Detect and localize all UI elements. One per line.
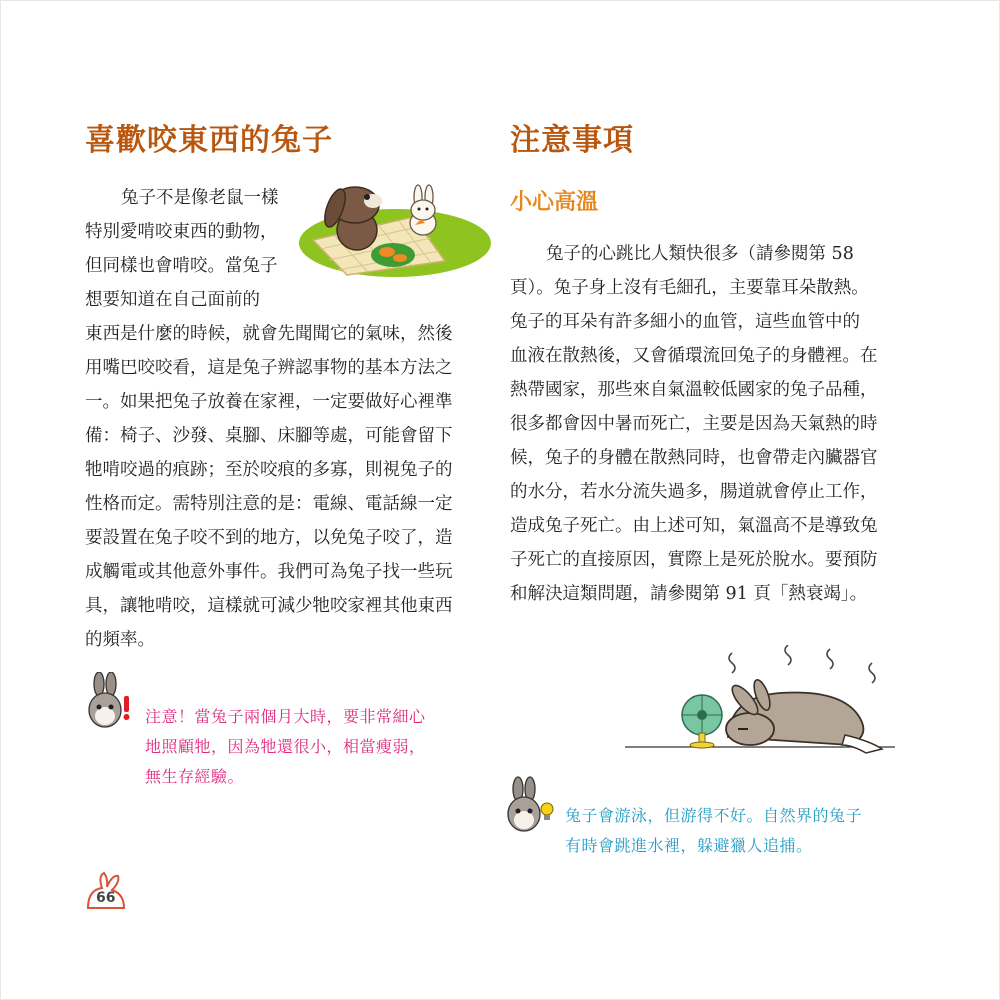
tip-note-blue <box>565 801 905 861</box>
body-line: 但同樣也會啃咬。當兔子 <box>85 256 278 276</box>
body-line: 兔子的耳朵有許多細小的血管，這些血管中的 <box>510 312 860 332</box>
body-line: 成觸電或其他意外事件。我們可為兔子找一些玩 <box>85 562 453 582</box>
body-line: 的水分，若水分流失過多，腸道就會停止工作， <box>510 482 878 502</box>
overheated-rabbit-illustration <box>620 645 900 775</box>
tip-line: 有時會跳進水裡，躲避獵人追捕。 <box>565 836 813 855</box>
body-line: 想要知道在自己面前的 <box>85 290 260 310</box>
body-line: 很多都會因中暑而死亡，主要是因為天氣熱的時 <box>510 414 878 434</box>
tip-line: 注意！當兔子兩個月大時，要非常細心 <box>145 707 426 726</box>
tip-line: 地照顧牠，因為牠還很小，相當瘦弱， <box>145 737 426 756</box>
right-body <box>510 237 895 611</box>
body-line: 兔子的心跳比人類快很多（請參閱第 58 <box>546 244 854 264</box>
body-line: 的頻率。 <box>85 630 155 650</box>
tip-line: 兔子會游泳，但游得不好。自然界的兔子 <box>565 806 863 825</box>
warning-rabbit-icon <box>82 672 138 730</box>
body-line: 性格而定。需特別注意的是：電線、電話線一定 <box>85 494 453 514</box>
lightbulb-rabbit-icon <box>502 776 562 834</box>
body-line: 頁）。兔子身上沒有毛細孔，主要靠耳朵散熱。 <box>510 278 869 298</box>
body-line: 牠啃咬過的痕跡；至於咬痕的多寡，則視兔子的 <box>85 460 453 480</box>
body-line: 備：椅子、沙發、桌腳、床腳等處，可能會留下 <box>85 426 453 446</box>
tip-note-pink <box>145 702 475 792</box>
body-line: 要設置在兔子咬不到的地方，以免兔子咬了，造 <box>85 528 453 548</box>
page-number <box>82 870 132 915</box>
right-column <box>510 115 895 611</box>
body-line: 用嘴巴咬咬看，這是兔子辨認事物的基本方法之 <box>85 358 453 378</box>
picnic-rabbits-illustration <box>295 175 495 280</box>
body-line: 血液在散熱後，又會循環流回兔子的身體裡。在 <box>510 346 878 366</box>
left-title: 喜歡咬東西的兔子 <box>85 123 333 158</box>
body-line: 造成兔子死亡。由上述可知，氣溫高不是導致兔 <box>510 516 878 536</box>
page-number-text: 66 <box>96 890 116 906</box>
body-line: 熱帶國家，那些來自氣溫較低國家的兔子品種， <box>510 380 878 400</box>
body-line: 東西是什麼的時候，就會先聞聞它的氣味，然後 <box>85 324 453 344</box>
body-line: 具，讓牠啃咬，這樣就可減少牠咬家裡其他東西 <box>85 596 453 616</box>
right-subtitle: 小心高溫 <box>510 189 599 215</box>
body-line: 一。如果把兔子放養在家裡，一定要做好心裡準 <box>85 392 453 412</box>
body-line: 子死亡的直接原因，實際上是死於脫水。要預防 <box>510 550 878 570</box>
body-line: 特別愛啃咬東西的動物， <box>85 222 278 242</box>
body-line: 候，兔子的身體在散熱同時，也會帶走內臟器官 <box>510 448 878 468</box>
tip-line: 無生存經驗。 <box>145 767 245 786</box>
body-line: 和解決這類問題，請參閱第 91 頁「熱衰竭」。 <box>510 584 868 604</box>
right-title: 注意事項 <box>510 123 634 158</box>
body-line: 兔子不是像老鼠一樣 <box>121 188 279 208</box>
